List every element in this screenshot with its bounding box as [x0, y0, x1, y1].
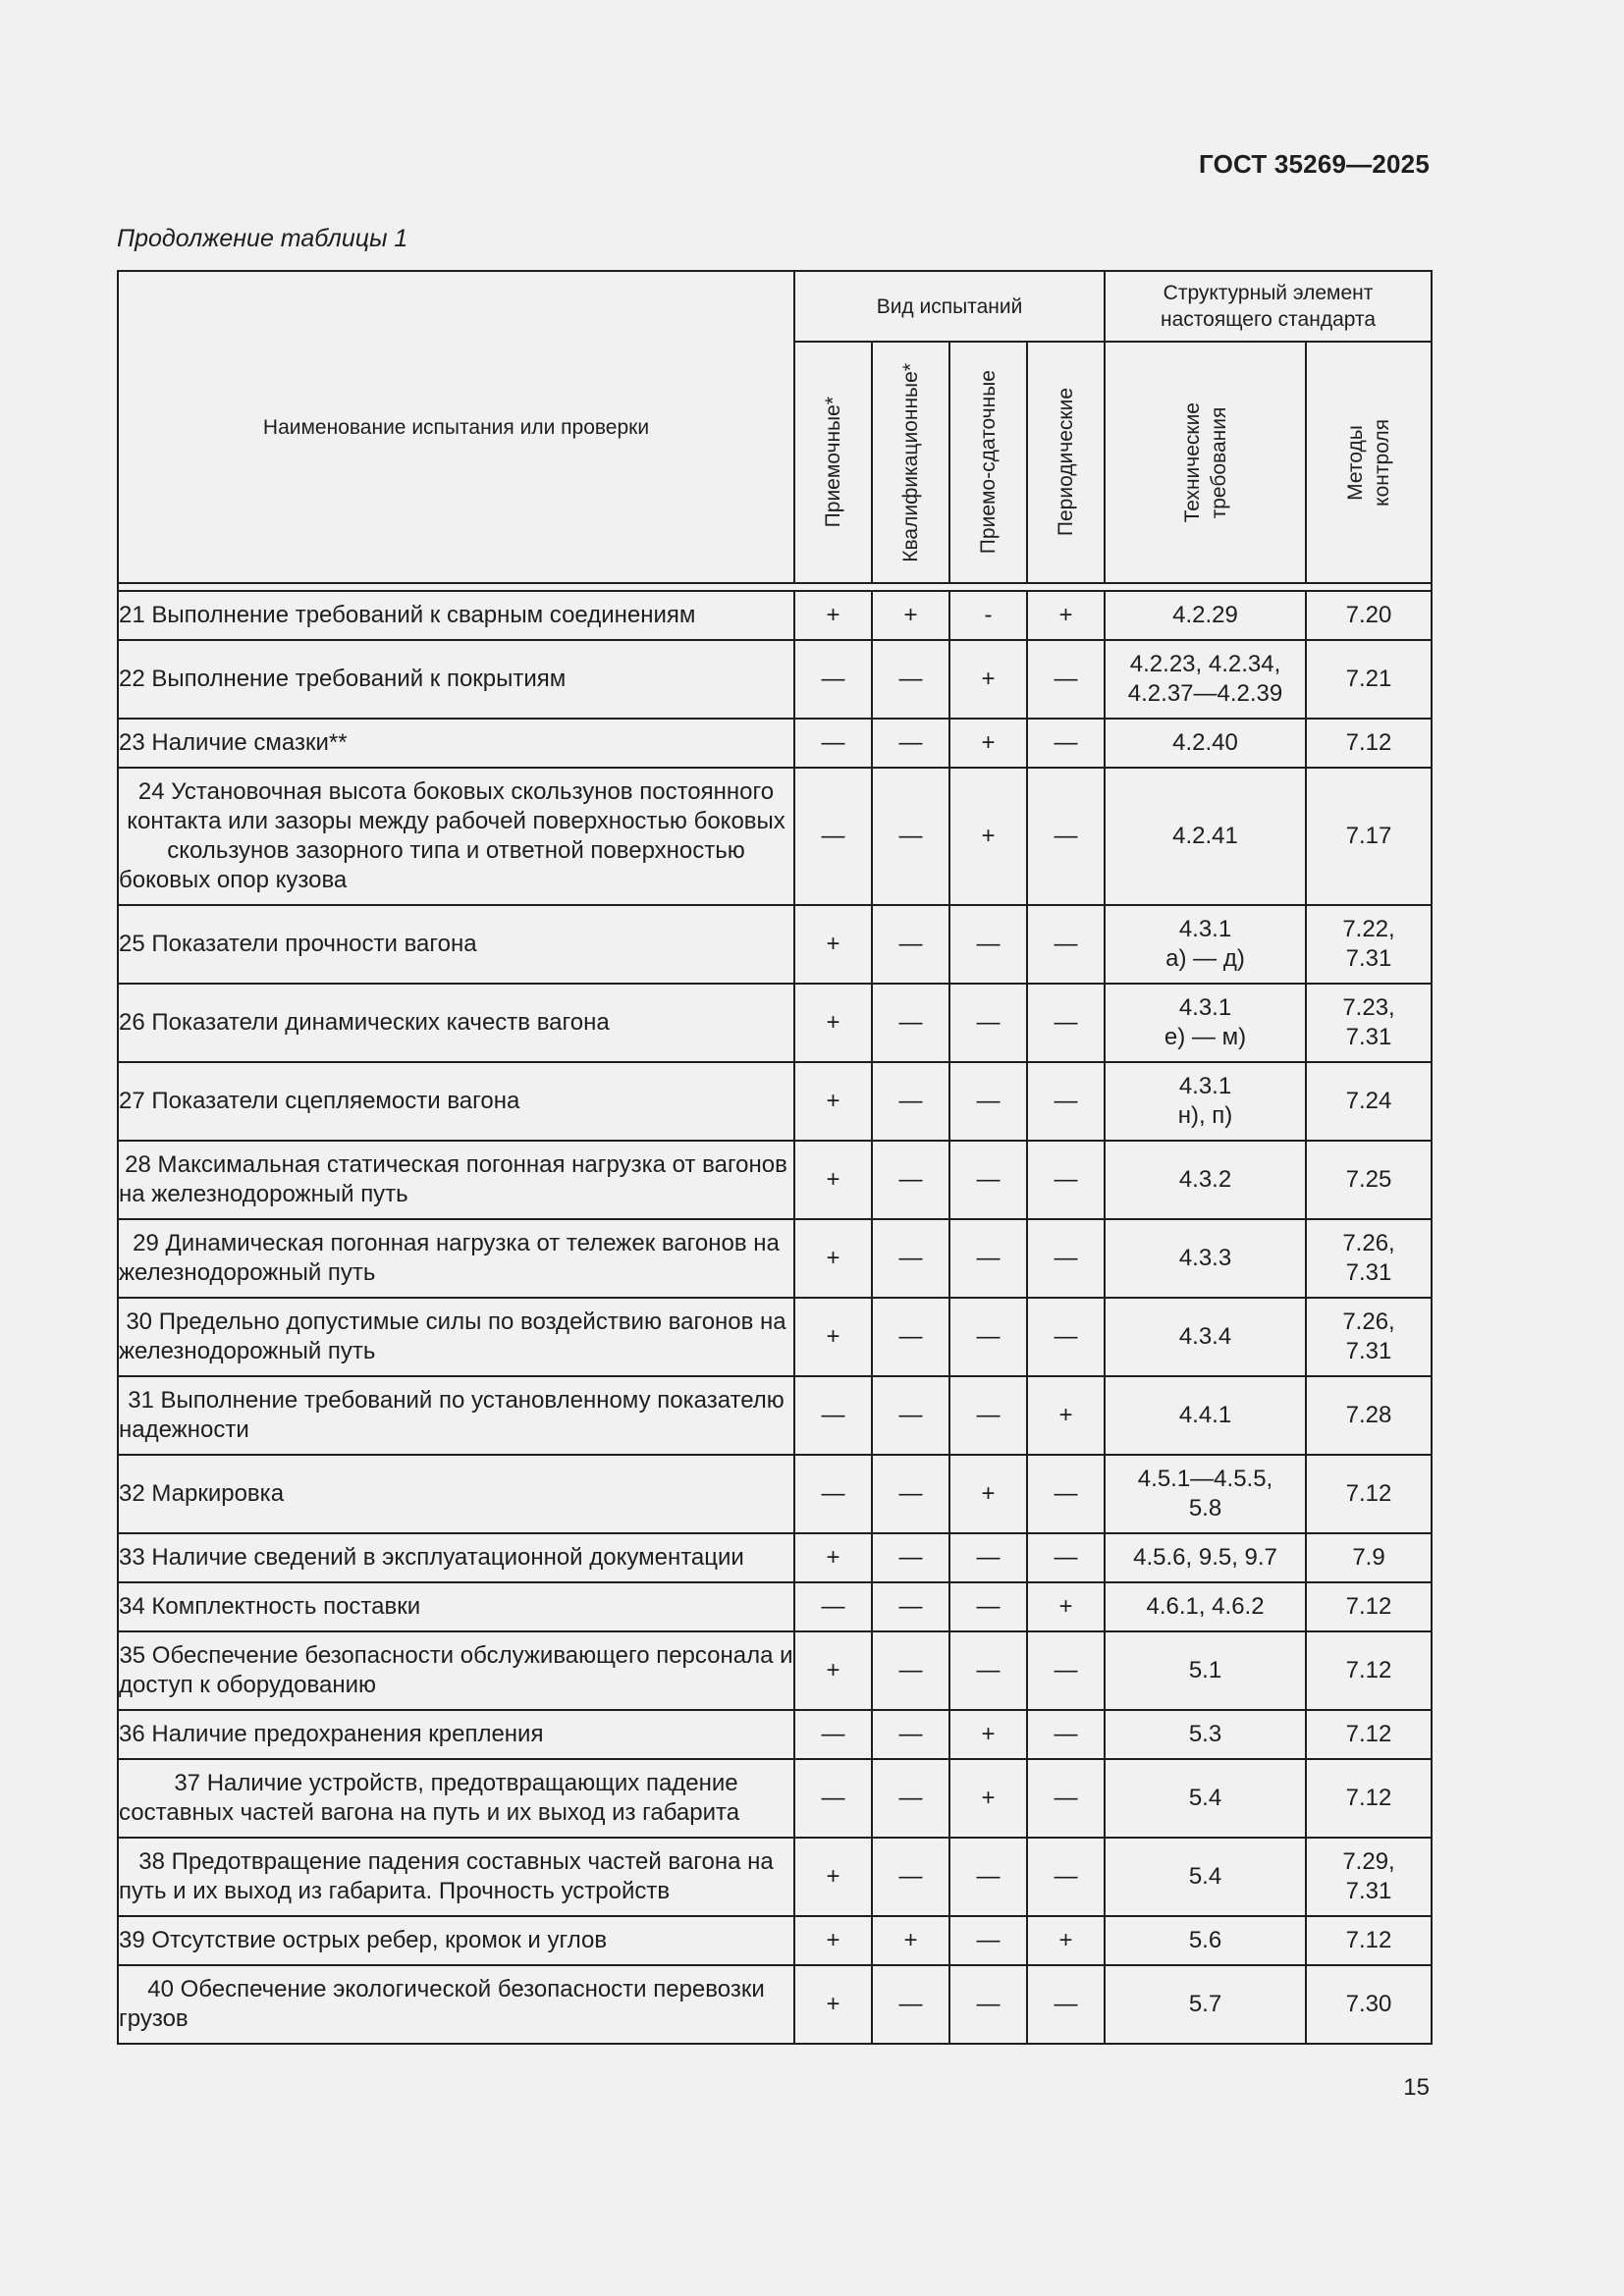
- row-acceptance-mark: +: [794, 1298, 872, 1376]
- row-control-method: 7.23, 7.31: [1306, 984, 1432, 1062]
- row-qualification-mark: —: [872, 1631, 949, 1710]
- row-tech-requirement: 4.2.23, 4.2.34, 4.2.37—4.2.39: [1105, 640, 1306, 719]
- header-periodic: Периодические: [1027, 342, 1105, 583]
- row-delivery-mark: —: [949, 1838, 1027, 1916]
- row-delivery-mark: +: [949, 768, 1027, 905]
- row-control-method: 7.22, 7.31: [1306, 905, 1432, 984]
- row-tech-requirement: 5.1: [1105, 1631, 1306, 1710]
- row-qualification-mark: —: [872, 1759, 949, 1838]
- row-acceptance-mark: —: [794, 1582, 872, 1631]
- table-row: [118, 984, 1432, 1062]
- row-acceptance-mark: —: [794, 1455, 872, 1533]
- row-acceptance-mark: —: [794, 1710, 872, 1759]
- row-periodic-mark: —: [1027, 719, 1105, 768]
- row-tech-requirement: 4.3.1 е) — м): [1105, 984, 1306, 1062]
- table-row: [118, 591, 1432, 640]
- row-qualification-mark: —: [872, 1455, 949, 1533]
- table-row: [118, 1533, 1432, 1582]
- row-qualification-mark: —: [872, 1298, 949, 1376]
- table-row: [118, 1376, 1432, 1455]
- row-qualification-mark: —: [872, 1582, 949, 1631]
- row-tech-requirement: 4.5.1—4.5.5, 5.8: [1105, 1455, 1306, 1533]
- row-periodic-mark: +: [1027, 1582, 1105, 1631]
- row-acceptance-mark: +: [794, 591, 872, 640]
- row-periodic-mark: —: [1027, 640, 1105, 719]
- row-control-method: 7.12: [1306, 1455, 1432, 1533]
- row-periodic-mark: —: [1027, 1533, 1105, 1582]
- table-body: [118, 591, 1432, 2044]
- row-test-name: 34 Комплектность поставки: [118, 1582, 794, 1631]
- table-row: [118, 1838, 1432, 1916]
- row-control-method: 7.25: [1306, 1141, 1432, 1219]
- header-delivery: Приемо-сдаточные: [949, 342, 1027, 583]
- row-tech-requirement: 4.2.41: [1105, 768, 1306, 905]
- row-control-method: 7.26, 7.31: [1306, 1219, 1432, 1298]
- row-qualification-mark: —: [872, 1376, 949, 1455]
- row-qualification-mark: —: [872, 1219, 949, 1298]
- row-test-name: 37 Наличие устройств, предотвращающих падение составных частей вагона на путь и их выход из габарита: [118, 1759, 794, 1838]
- row-test-name: 29 Динамическая погонная нагрузка от тележек вагонов на железнодорожный путь: [118, 1219, 794, 1298]
- header-divider: [118, 583, 1432, 591]
- row-test-name: 31 Выполнение требований по установленному показателю надежности: [118, 1376, 794, 1455]
- row-test-name: 36 Наличие предохранения крепления: [118, 1710, 794, 1759]
- row-qualification-mark: +: [872, 591, 949, 640]
- table-row: [118, 1710, 1432, 1759]
- row-periodic-mark: —: [1027, 1141, 1105, 1219]
- table-row: [118, 1965, 1432, 2044]
- row-qualification-mark: —: [872, 640, 949, 719]
- test-table: [117, 270, 1433, 2045]
- row-acceptance-mark: +: [794, 905, 872, 984]
- header-structural-element: Структурный элемент настоящего стандарта: [1105, 271, 1432, 342]
- row-acceptance-mark: —: [794, 1759, 872, 1838]
- row-qualification-mark: —: [872, 719, 949, 768]
- row-tech-requirement: 5.3: [1105, 1710, 1306, 1759]
- row-tech-requirement: 4.4.1: [1105, 1376, 1306, 1455]
- row-acceptance-mark: +: [794, 984, 872, 1062]
- row-control-method: 7.21: [1306, 640, 1432, 719]
- row-control-method: 7.17: [1306, 768, 1432, 905]
- row-acceptance-mark: +: [794, 1062, 872, 1141]
- row-delivery-mark: +: [949, 1710, 1027, 1759]
- row-delivery-mark: —: [949, 1533, 1027, 1582]
- row-periodic-mark: —: [1027, 1455, 1105, 1533]
- row-periodic-mark: —: [1027, 1759, 1105, 1838]
- row-tech-requirement: 4.3.4: [1105, 1298, 1306, 1376]
- row-tech-requirement: 4.2.40: [1105, 719, 1306, 768]
- row-delivery-mark: -: [949, 591, 1027, 640]
- header-tech-requirements: Технические требования: [1105, 342, 1306, 583]
- row-control-method: 7.12: [1306, 1582, 1432, 1631]
- row-qualification-mark: —: [872, 1062, 949, 1141]
- row-control-method: 7.12: [1306, 719, 1432, 768]
- row-delivery-mark: —: [949, 905, 1027, 984]
- row-tech-requirement: 5.4: [1105, 1838, 1306, 1916]
- header-qualification: Квалификационные*: [872, 342, 949, 583]
- row-control-method: 7.24: [1306, 1062, 1432, 1141]
- row-tech-requirement: 4.3.1 а) — д): [1105, 905, 1306, 984]
- table-row: [118, 1582, 1432, 1631]
- row-acceptance-mark: +: [794, 1838, 872, 1916]
- row-test-name: 25 Показатели прочности вагона: [118, 905, 794, 984]
- row-delivery-mark: +: [949, 1455, 1027, 1533]
- row-qualification-mark: —: [872, 1533, 949, 1582]
- row-acceptance-mark: —: [794, 1376, 872, 1455]
- table-row: [118, 1298, 1432, 1376]
- table-row: [118, 719, 1432, 768]
- row-delivery-mark: +: [949, 640, 1027, 719]
- table-row: [118, 1759, 1432, 1838]
- row-control-method: 7.30: [1306, 1965, 1432, 2044]
- row-qualification-mark: —: [872, 905, 949, 984]
- table-row: [118, 768, 1432, 905]
- row-periodic-mark: —: [1027, 1710, 1105, 1759]
- header-test-name: Наименование испытания или проверки: [118, 271, 794, 583]
- row-test-name: 21 Выполнение требований к сварным соединениям: [118, 591, 794, 640]
- row-control-method: 7.12: [1306, 1759, 1432, 1838]
- table-row: [118, 640, 1432, 719]
- header-acceptance: Приемочные*: [794, 342, 872, 583]
- row-test-name: 28 Максимальная статическая погонная нагрузка от вагонов на железнодорожный путь: [118, 1141, 794, 1219]
- row-qualification-mark: +: [872, 1916, 949, 1965]
- table-row: [118, 1141, 1432, 1219]
- row-control-method: 7.12: [1306, 1631, 1432, 1710]
- row-acceptance-mark: —: [794, 768, 872, 905]
- row-periodic-mark: —: [1027, 984, 1105, 1062]
- row-test-name: 24 Установочная высота боковых скользунов постоянного контакта или зазоры между рабочей поверхностью боковых скользунов зазорного типа и ответной поверхностью боковых опор кузова: [118, 768, 794, 905]
- row-acceptance-mark: +: [794, 1141, 872, 1219]
- row-test-name: 30 Предельно допустимые силы по воздействию вагонов на железнодорожный путь: [118, 1298, 794, 1376]
- row-qualification-mark: —: [872, 768, 949, 905]
- row-control-method: 7.28: [1306, 1376, 1432, 1455]
- row-delivery-mark: —: [949, 1376, 1027, 1455]
- row-control-method: 7.12: [1306, 1710, 1432, 1759]
- row-periodic-mark: +: [1027, 1376, 1105, 1455]
- row-delivery-mark: —: [949, 1582, 1027, 1631]
- row-test-name: 22 Выполнение требований к покрытиям: [118, 640, 794, 719]
- row-delivery-mark: —: [949, 1062, 1027, 1141]
- row-qualification-mark: —: [872, 984, 949, 1062]
- row-control-method: 7.12: [1306, 1916, 1432, 1965]
- row-tech-requirement: 4.5.6, 9.5, 9.7: [1105, 1533, 1306, 1582]
- row-acceptance-mark: +: [794, 1533, 872, 1582]
- row-periodic-mark: —: [1027, 768, 1105, 905]
- row-delivery-mark: —: [949, 1219, 1027, 1298]
- row-delivery-mark: —: [949, 1916, 1027, 1965]
- row-periodic-mark: —: [1027, 1631, 1105, 1710]
- row-acceptance-mark: +: [794, 1219, 872, 1298]
- row-tech-requirement: 4.3.1 н), п): [1105, 1062, 1306, 1141]
- row-test-name: 27 Показатели сцепляемости вагона: [118, 1062, 794, 1141]
- row-tech-requirement: 5.6: [1105, 1916, 1306, 1965]
- row-periodic-mark: —: [1027, 1965, 1105, 2044]
- table-row: [118, 1631, 1432, 1710]
- row-test-name: 26 Показатели динамических качеств вагона: [118, 984, 794, 1062]
- row-control-method: 7.26, 7.31: [1306, 1298, 1432, 1376]
- row-control-method: 7.20: [1306, 591, 1432, 640]
- table-row: [118, 1455, 1432, 1533]
- row-periodic-mark: +: [1027, 1916, 1105, 1965]
- row-tech-requirement: 4.3.2: [1105, 1141, 1306, 1219]
- row-periodic-mark: —: [1027, 1062, 1105, 1141]
- row-test-name: 32 Маркировка: [118, 1455, 794, 1533]
- row-qualification-mark: —: [872, 1965, 949, 2044]
- row-delivery-mark: +: [949, 719, 1027, 768]
- row-qualification-mark: —: [872, 1710, 949, 1759]
- row-acceptance-mark: +: [794, 1631, 872, 1710]
- row-acceptance-mark: +: [794, 1965, 872, 2044]
- row-test-name: 38 Предотвращение падения составных частей вагона на путь и их выход из габарита. Прочность устройств: [118, 1838, 794, 1916]
- row-tech-requirement: 4.6.1, 4.6.2: [1105, 1582, 1306, 1631]
- table-row: [118, 1062, 1432, 1141]
- row-periodic-mark: —: [1027, 905, 1105, 984]
- row-qualification-mark: —: [872, 1141, 949, 1219]
- table-row: [118, 1916, 1432, 1965]
- table-row: [118, 1219, 1432, 1298]
- header-control-methods: Методы контроля: [1306, 342, 1432, 583]
- row-delivery-mark: +: [949, 1759, 1027, 1838]
- row-periodic-mark: —: [1027, 1298, 1105, 1376]
- row-delivery-mark: —: [949, 1631, 1027, 1710]
- row-test-name: 39 Отсутствие острых ребер, кромок и углов: [118, 1916, 794, 1965]
- row-periodic-mark: —: [1027, 1219, 1105, 1298]
- row-tech-requirement: 5.7: [1105, 1965, 1306, 2044]
- row-periodic-mark: —: [1027, 1838, 1105, 1916]
- row-delivery-mark: —: [949, 1298, 1027, 1376]
- row-test-name: 23 Наличие смазки**: [118, 719, 794, 768]
- table-row: [118, 905, 1432, 984]
- row-delivery-mark: —: [949, 1965, 1027, 2044]
- row-qualification-mark: —: [872, 1838, 949, 1916]
- header-test-kind: Вид испытаний: [794, 271, 1105, 342]
- document-code: ГОСТ 35269—2025: [1199, 149, 1430, 179]
- row-test-name: 33 Наличие сведений в эксплуатационной документации: [118, 1533, 794, 1582]
- row-test-name: 40 Обеспечение экологической безопасности перевозки грузов: [118, 1965, 794, 2044]
- row-tech-requirement: 5.4: [1105, 1759, 1306, 1838]
- table-header: [118, 271, 1432, 591]
- row-acceptance-mark: —: [794, 719, 872, 768]
- row-acceptance-mark: —: [794, 640, 872, 719]
- row-test-name: 35 Обеспечение безопасности обслуживающего персонала и доступ к оборудованию: [118, 1631, 794, 1710]
- row-delivery-mark: —: [949, 984, 1027, 1062]
- row-control-method: 7.9: [1306, 1533, 1432, 1582]
- row-periodic-mark: +: [1027, 591, 1105, 640]
- row-delivery-mark: —: [949, 1141, 1027, 1219]
- row-tech-requirement: 4.2.29: [1105, 591, 1306, 640]
- row-control-method: 7.29, 7.31: [1306, 1838, 1432, 1916]
- row-tech-requirement: 4.3.3: [1105, 1219, 1306, 1298]
- table-caption: Продолжение таблицы 1: [117, 225, 408, 252]
- row-acceptance-mark: +: [794, 1916, 872, 1965]
- page-number: 15: [1403, 2074, 1430, 2101]
